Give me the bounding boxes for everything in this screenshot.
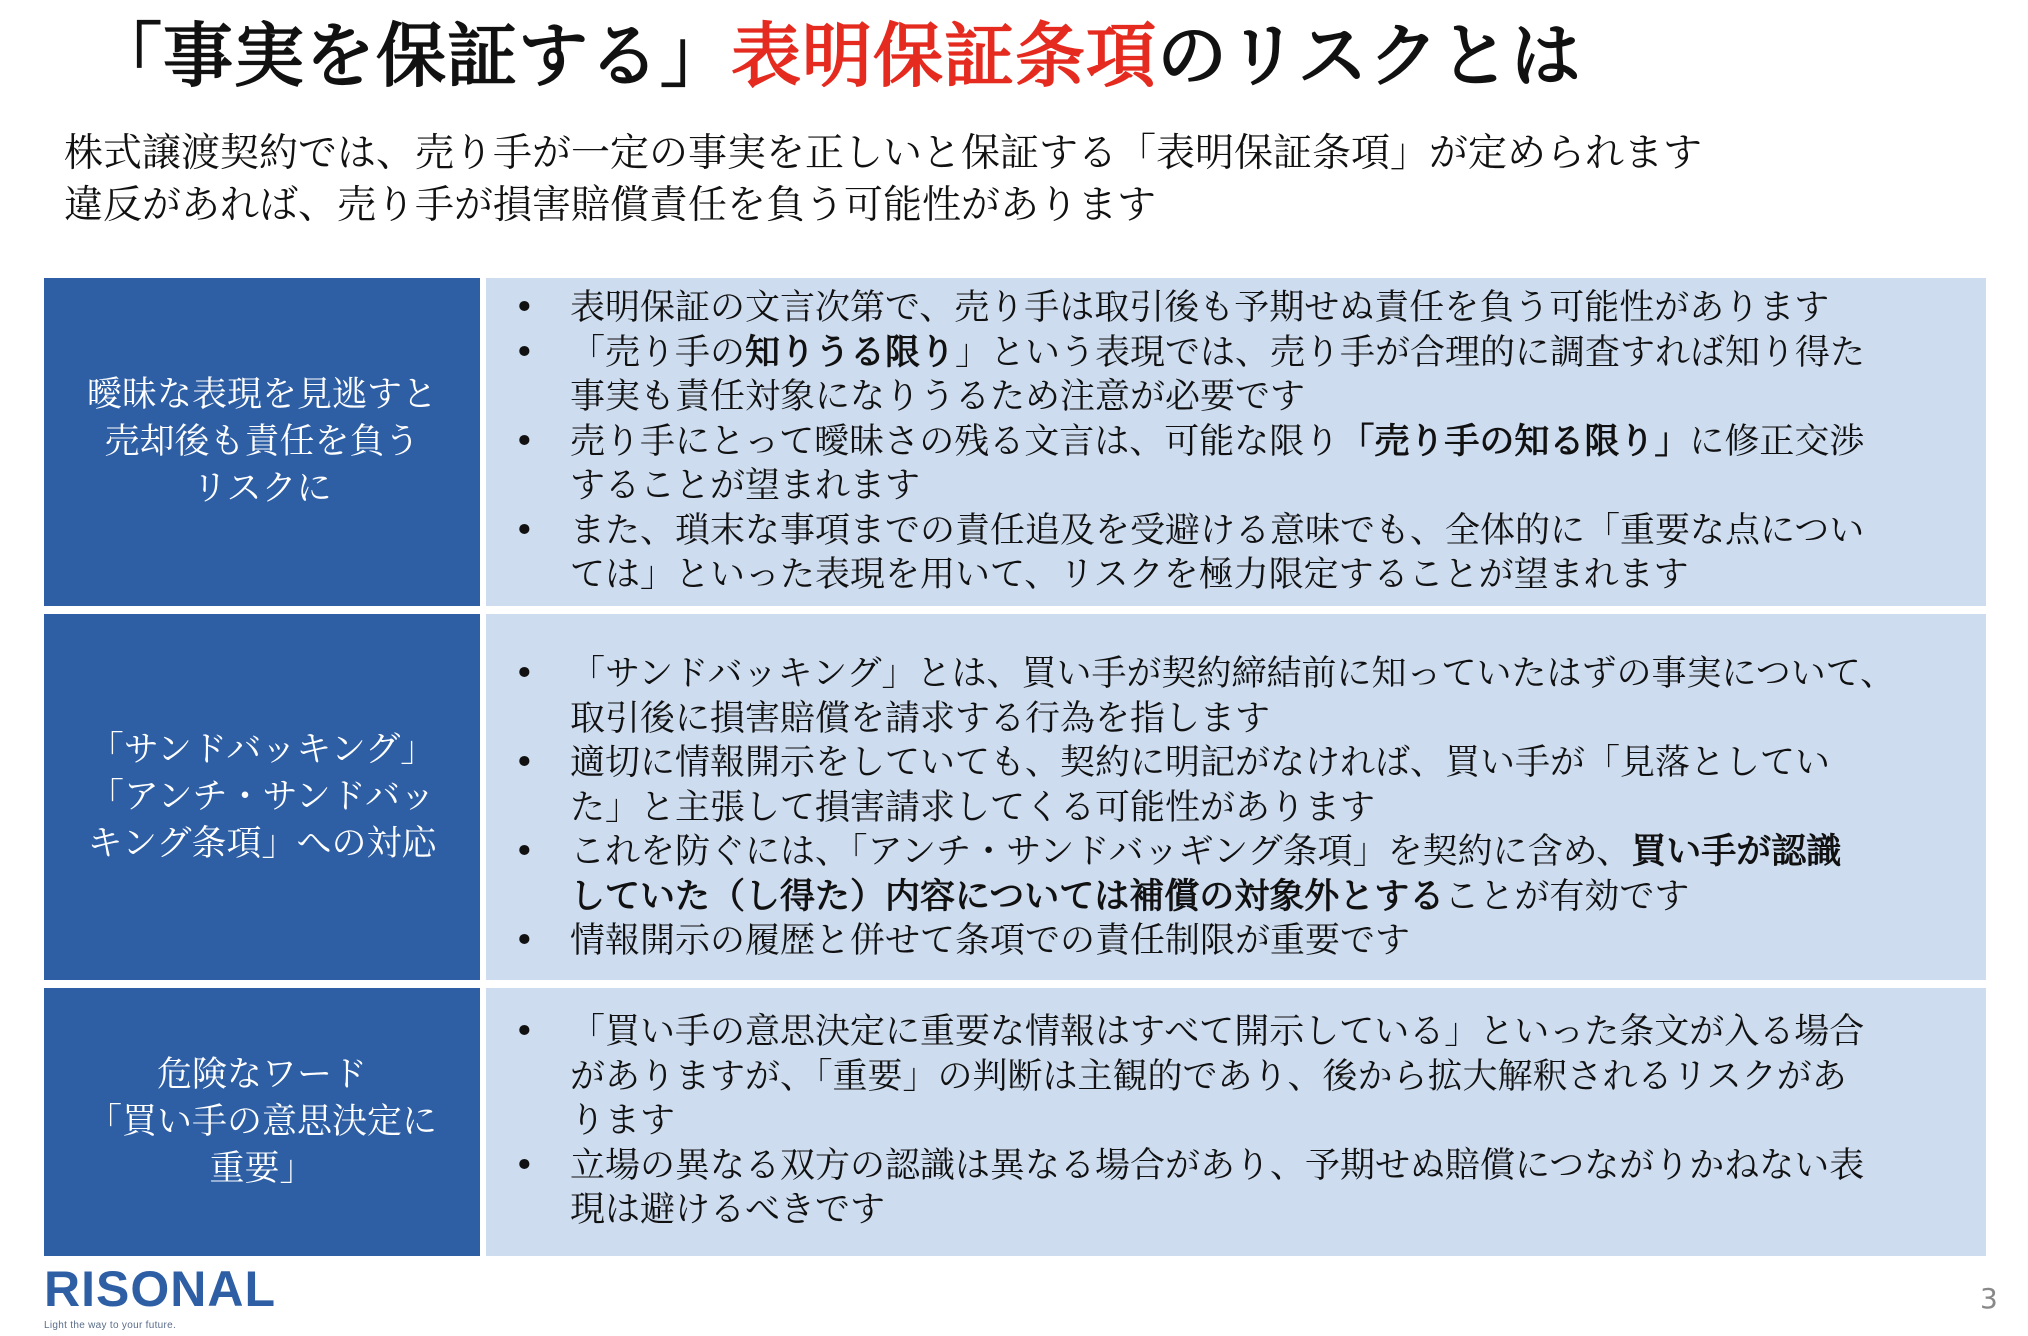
- bullet-line: [570, 1144, 1964, 1189]
- bullet-list: [486, 622, 1986, 964]
- row-heading: [44, 988, 480, 1256]
- bullet-text: 取引後に損害賠償を請求する行為を指します: [570, 698, 1271, 739]
- bullet-text: ては」といった表現を用いて、リスクを極力限定することが望まれます: [570, 555, 1689, 595]
- intro-line-2: 違反があれば、売り手が損害賠償責任を負う可能性があります: [64, 183, 1157, 228]
- bullet-item: [486, 652, 1986, 741]
- bullet-dot-icon: •: [514, 921, 535, 961]
- bullet-dot-icon: •: [514, 510, 535, 551]
- bullet-text: することが望まれます: [570, 466, 921, 506]
- row-heading-line: 「アンチ・サンドバッ: [88, 776, 436, 817]
- bullet-line: [570, 1188, 1964, 1233]
- bullet-line: [570, 919, 1964, 964]
- title-highlight: 表明保証条項: [731, 15, 1157, 97]
- bullet-text: 立場の異なる双方の認識は異なる場合があり、予期せぬ賠償につながりかねない表: [570, 1145, 1865, 1186]
- row-heading-line: 危険なワード: [156, 1054, 367, 1095]
- risk-row-3: [44, 988, 1986, 1256]
- bullet-emphasis: 買い手が認識: [1631, 832, 1842, 872]
- bullet-line: [570, 697, 1964, 742]
- bullet-text: ことが有効です: [1444, 876, 1690, 917]
- bullet-line: [570, 420, 1964, 465]
- row-heading-line: 重要」: [209, 1148, 315, 1189]
- row-bullet-panel: [486, 988, 1986, 1256]
- row-heading-line: 曖昧な表現を見逃すと: [86, 374, 437, 415]
- bullet-line: [570, 464, 1964, 509]
- bullet-text: 「売り手の: [570, 332, 746, 373]
- bullet-text: 現は避けるべきです: [570, 1190, 886, 1230]
- bullet-text: 「サンドバッキング」とは、買い手が契約締結前に知っていたはずの事実について、: [570, 654, 1896, 694]
- bullet-text: 」という表現では、売り手が合理的に調査すれば知り得た: [955, 332, 1866, 373]
- bullet-text: 「買い手の意思決定に重要な情報はすべて開示している」といった条文が入る場合: [570, 1012, 1865, 1052]
- logo-tagline: Light the way to your future.: [44, 1320, 177, 1331]
- bullet-dot-icon: •: [514, 743, 535, 783]
- bullet-item: [486, 509, 1986, 598]
- row-heading: [44, 278, 480, 606]
- bullet-list: [486, 996, 1986, 1233]
- row-heading-line: リスクに: [192, 468, 332, 509]
- row-heading-line: 「買い手の意思決定に: [86, 1101, 437, 1142]
- bullet-dot-icon: •: [514, 421, 535, 462]
- row-heading-line: 「サンドバッキング」: [88, 729, 436, 770]
- bullet-line: [570, 830, 1964, 875]
- row-bullet-panel: [486, 278, 1986, 606]
- intro-text: [64, 128, 1702, 232]
- bullet-line: [570, 1055, 1964, 1100]
- bullet-text: ります: [570, 1101, 676, 1141]
- risk-row-1: [44, 278, 1986, 606]
- bullet-item: [486, 331, 1986, 420]
- bullet-text: また、瑣末な事項までの責任追及を受避ける意味でも、全体的に「重要な点につい: [570, 510, 1865, 551]
- bullet-list: [486, 286, 1986, 598]
- bullet-line: [570, 1010, 1964, 1055]
- bullet-text: これを防ぐには、「アンチ・サンドバッギング条項」を契約に含め、: [570, 832, 1632, 872]
- bullet-item: [486, 741, 1986, 830]
- risk-row-2: [44, 614, 1986, 980]
- bullet-line: [570, 331, 1964, 376]
- bullet-line: [570, 741, 1964, 786]
- bullet-item: [486, 1010, 1986, 1144]
- row-heading-line: キング条項」への対応: [87, 823, 437, 864]
- bullet-line: [570, 375, 1964, 420]
- bullet-text: がありますが、「重要」の判断は主観的であり、後から拡大解釈されるリスクがあ: [570, 1056, 1847, 1097]
- bullet-item: [486, 420, 1986, 509]
- bullet-text: 適切に情報開示をしていても、契約に明記がなければ、買い手が「見落としてい: [570, 743, 1831, 783]
- bullet-item: [486, 919, 1986, 964]
- bullet-text: た」と主張して損害請求してくる可能性があります: [570, 787, 1376, 828]
- bullet-line: [570, 1099, 1964, 1144]
- row-heading-line: 売却後も責任を負う: [104, 421, 420, 462]
- slide-title: [92, 14, 1582, 98]
- row-bullet-panel: [486, 614, 1986, 980]
- bullet-item: [486, 286, 1986, 331]
- bullet-line: [570, 786, 1964, 831]
- bullet-item: [486, 830, 1986, 919]
- bullet-text: に修正交渉: [1689, 421, 1865, 462]
- bullet-line: [570, 509, 1964, 554]
- bullet-text: 情報開示の履歴と併せて条項での責任制限が重要です: [570, 921, 1411, 961]
- company-logo: [44, 1262, 276, 1331]
- title-part-3: のリスクとは: [1157, 15, 1582, 97]
- bullet-line: [570, 553, 1964, 598]
- logo-wordmark: RISONAL: [44, 1261, 276, 1317]
- title-part-1: 「事実を保証する」: [92, 15, 731, 97]
- bullet-text: 表明保証の文言次第で、売り手は取引後も予期せぬ責任を負う可能性があります: [570, 288, 1830, 328]
- bullet-dot-icon: •: [514, 1145, 535, 1186]
- bullet-text: 売り手にとって曖昧さの残る文言は、可能な限り: [570, 421, 1340, 462]
- bullet-item: [486, 1144, 1986, 1233]
- bullet-emphasis: 知りうる限り: [745, 332, 956, 373]
- bullet-emphasis: 「売り手の知る限り」: [1339, 421, 1690, 462]
- bullet-line: [570, 875, 1964, 920]
- bullet-dot-icon: •: [514, 288, 535, 328]
- bullet-line: [570, 286, 1964, 331]
- bullet-text: 事実も責任対象になりうるため注意が必要です: [570, 377, 1306, 417]
- bullet-dot-icon: •: [514, 1012, 535, 1052]
- bullet-line: [570, 652, 1964, 697]
- bullet-dot-icon: •: [514, 332, 535, 373]
- intro-line-1: 株式譲渡契約では、売り手が一定の事実を正しいと保証する「表明保証条項」が定められます: [64, 131, 1703, 176]
- page-number: 3: [1980, 1282, 1998, 1315]
- bullet-emphasis: していた（し得た）内容については補償の対象外とする: [570, 876, 1445, 917]
- bullet-dot-icon: •: [514, 832, 535, 872]
- row-heading: [44, 614, 480, 980]
- bullet-dot-icon: •: [514, 654, 535, 694]
